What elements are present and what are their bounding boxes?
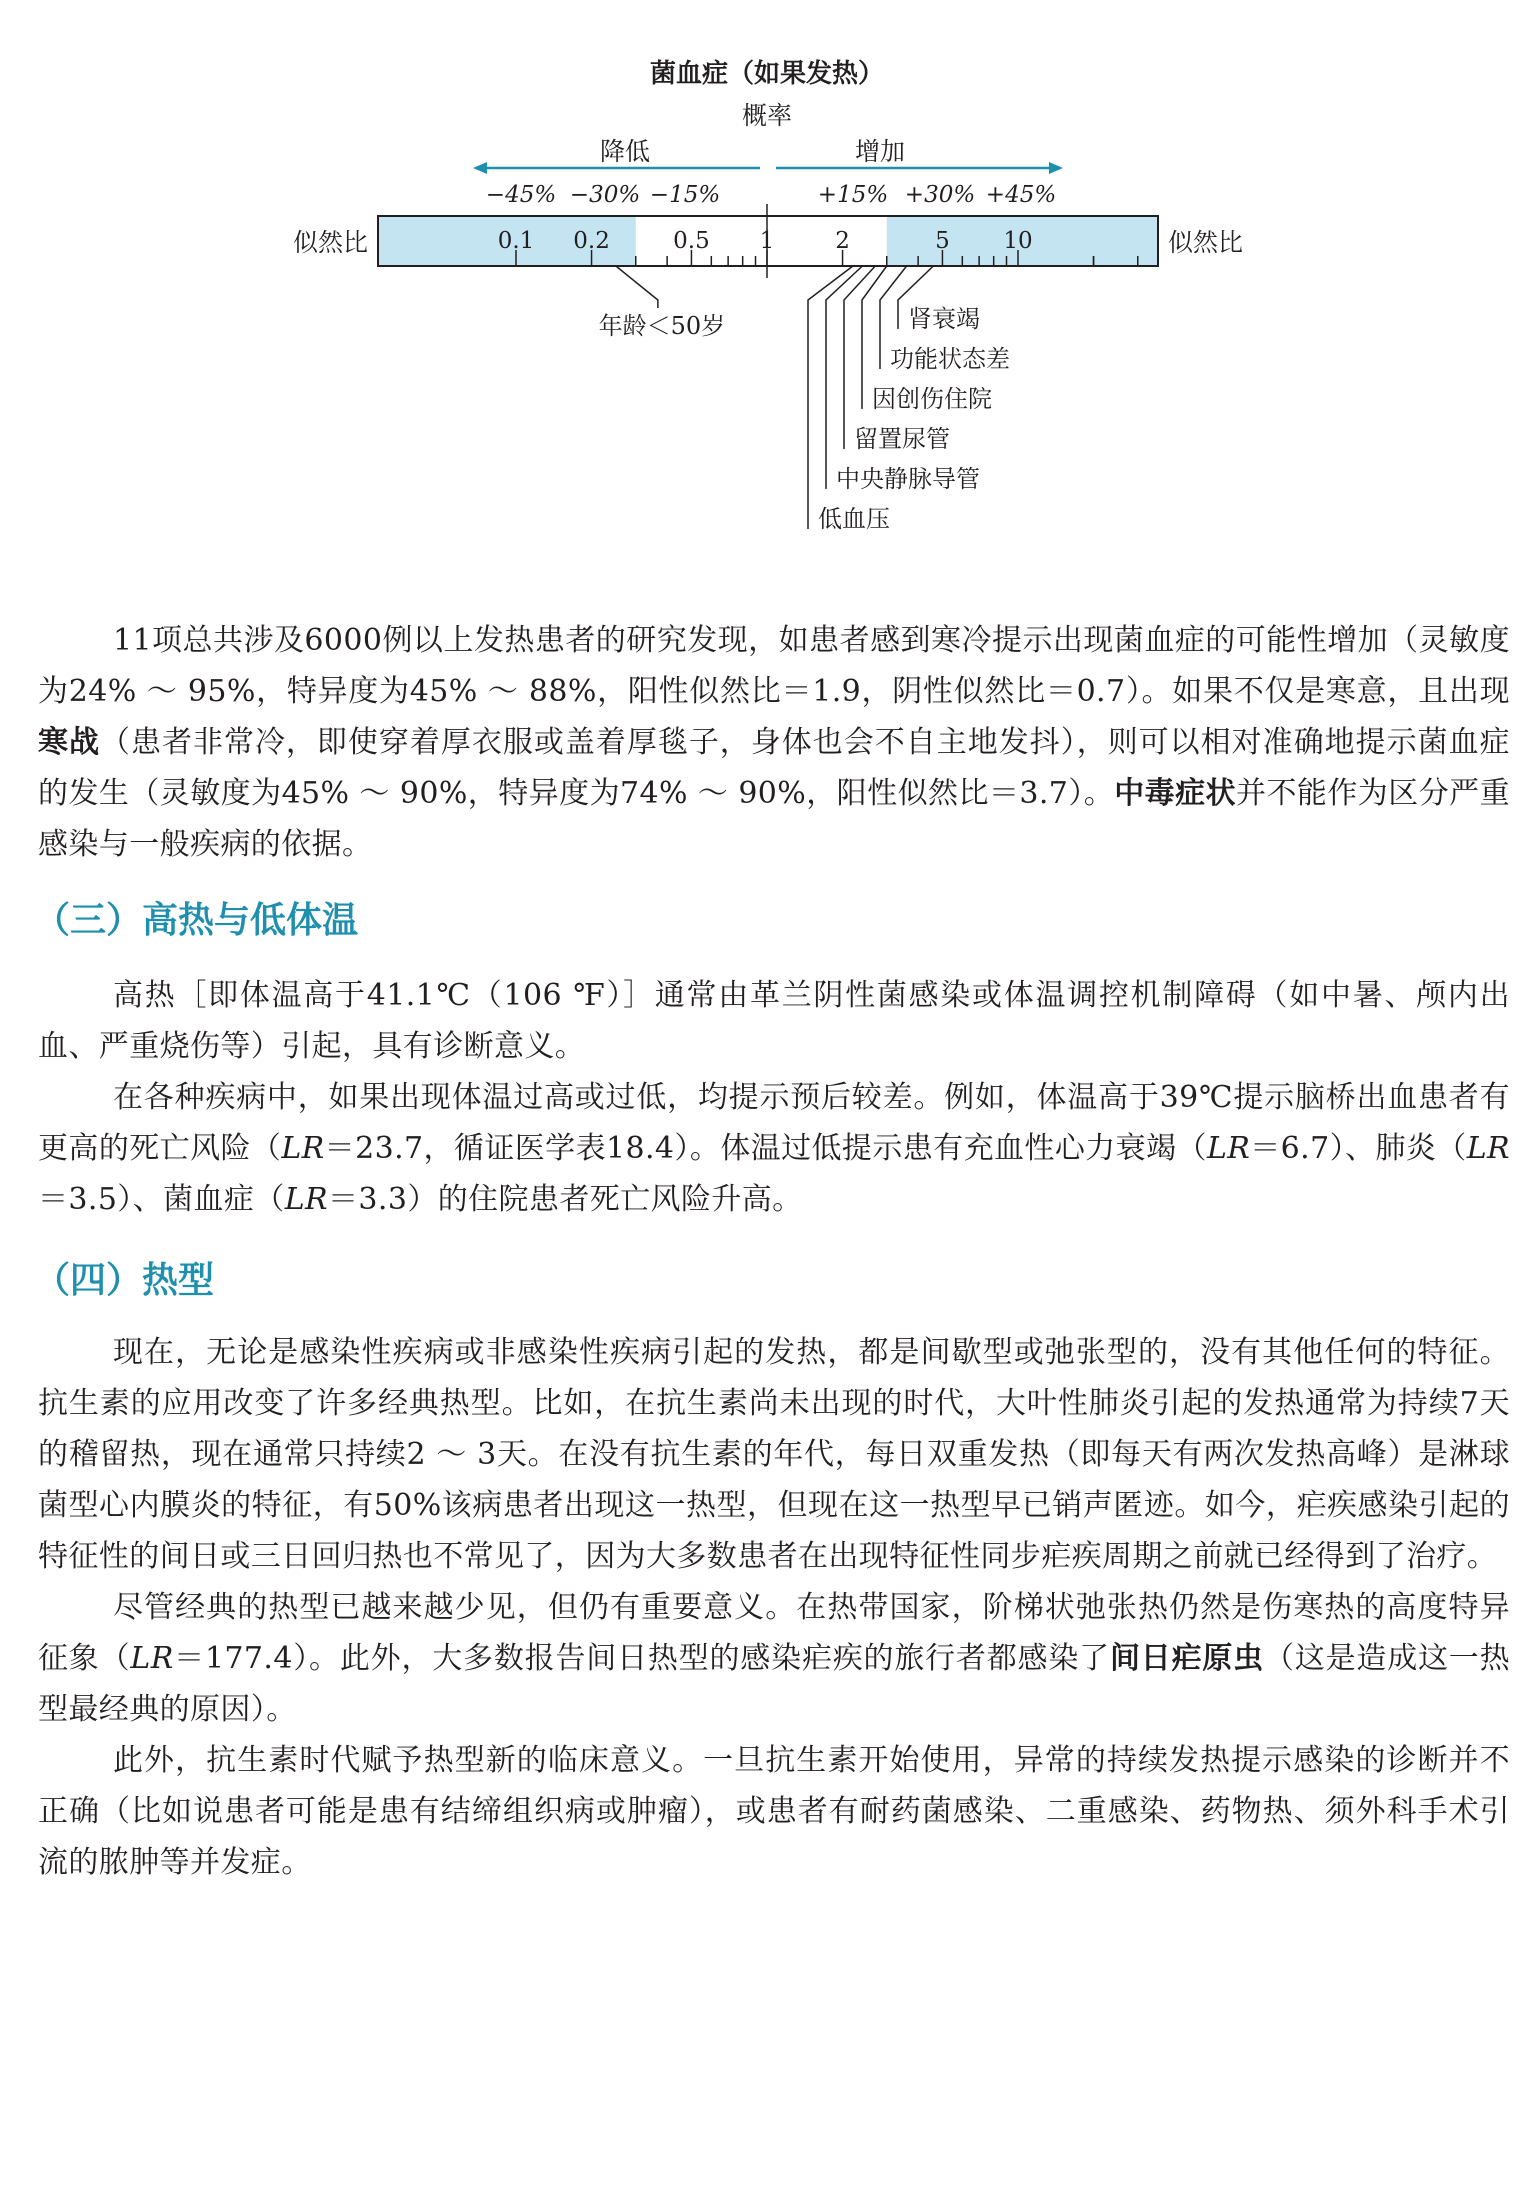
decrease-percent-label: −15% xyxy=(649,182,721,208)
term-plasmodium-vivax: 间日疟原虫 xyxy=(1109,1641,1264,1676)
decrease-label: 降低 xyxy=(599,137,651,166)
text-chills-c: （患者非常冷，即使穿着厚衣服或盖着厚毯子，身体也会不自主地发抖），则可以相对准确地提示菌血症的发生（灵敏度为45% ～ 90%，特异度为74% ～ 90%，阳性似然比＝3.7）。 xyxy=(38,725,1510,811)
scale-left-label: 似然比 xyxy=(292,228,368,257)
finding-leader xyxy=(616,266,658,308)
finding-label: 留置尿管 xyxy=(854,425,950,453)
increase-percent-label: +15% xyxy=(817,182,889,208)
paragraph-chills xyxy=(38,615,1510,870)
section-heading-hyperpyrexia: （三）高热与低体温 xyxy=(34,900,359,941)
increase-percent-label: +30% xyxy=(904,182,976,208)
finding-labels xyxy=(599,305,1010,533)
lr-symbol: LR xyxy=(1466,1131,1511,1166)
term-rigors: 寒战 xyxy=(38,725,100,760)
likelihood-ratio-scale xyxy=(378,204,1158,278)
scale-tick-label: 0.2 xyxy=(573,228,610,254)
paragraph-fever-patterns: 现在，无论是感染性疾病或非感染性疾病引起的发热，都是间歇型或弛张型的，没有其他任何的特征。抗生素的应用改变了许多经典热型。比如，在抗生素尚未出现的时代，大叶性肺炎引起的发热通常为持续7天的稽留热，现在通常只持续2 ～ 3天。在没有抗生素的年代，每日双重发热（即每天有两次发热高峰）是淋球菌型心内膜炎的特征，有50%该病患者出现这一热型，但现在这一热型早已销声匿迹。如今，疟疾感染引起的特征性的间日或三日回归热也不常见了，因为大多数患者在出现特征性同步疟疾周期之前就已经得到了治疗。 xyxy=(38,1335,1510,1574)
finding-label: 中央静脉导管 xyxy=(836,465,980,493)
decrease-percent-labels xyxy=(486,182,720,208)
lr-symbol: LR xyxy=(284,1182,329,1217)
finding-label: 肾衰竭 xyxy=(908,305,980,333)
text-prognosis-b: ＝23.7，循证医学表18.4）。体温过低提示患有充血性心力衰竭（ xyxy=(324,1131,1207,1166)
scale-tick-label: 1 xyxy=(759,228,775,254)
paragraph-antibiotic-era: 此外，抗生素时代赋予热型新的临床意义。一旦抗生素开始使用，异常的持续发热提示感染的诊断并不正确（比如说患者可能是患有结缔组织病或肿瘤），或患者有耐药菌感染、二重感染、药物热、须外科手术引流的脓肿等并发症。 xyxy=(38,1743,1510,1880)
scale-tick-label: 2 xyxy=(835,228,850,254)
text-classic-b: ＝177.4）。此外，大多数报告间日热型的感染疟疾的旅行者都感染了 xyxy=(173,1641,1110,1676)
scale-tick-label: 10 xyxy=(1003,228,1033,254)
finding-label: 功能状态差 xyxy=(890,345,1010,373)
figure-subtitle: 概率 xyxy=(741,101,793,130)
text-prognosis-c: ＝6.7）、肺炎（ xyxy=(1250,1131,1467,1166)
text-chills-d: 并不能作为区分严重感染与一般疾病的依据。 xyxy=(38,776,1510,862)
finding-label: 因创伤住院 xyxy=(872,385,992,413)
text-prognosis-e: ＝3.3）的住院患者死亡风险升高。 xyxy=(328,1182,803,1217)
figure-title: 菌血症（如果发热） xyxy=(649,59,885,89)
finding-leader xyxy=(844,266,875,449)
decrease-percent-label: −45% xyxy=(485,182,557,208)
text-prognosis-d: ＝3.5）、菌血症（ xyxy=(38,1182,285,1217)
section-fever-patterns-body xyxy=(38,1327,1510,1888)
section-hyperpyrexia-body xyxy=(38,970,1510,1225)
finding-label: 年龄＜50岁 xyxy=(598,312,726,340)
finding-label: 低血压 xyxy=(818,505,890,533)
increase-percent-labels xyxy=(818,182,1056,208)
scale-tick-label: 5 xyxy=(935,228,950,254)
text-chills-a: 11项总共涉及6000例以上发热患者的研究发现，如患者感到寒冷提示出现菌血症的可能性增加（灵敏度为24% ～ 95%，特异度为45% ～ 88%，阳性似然比＝1.9，阴性似然比＝0.7）。如果不仅是寒意，且出现 xyxy=(38,623,1510,709)
scale-tick-label: 0.1 xyxy=(497,228,535,254)
text-prognosis-a: 在各种疾病中，如果出现体温过高或过低，均提示预后较差。例如，体温高于39℃提示脑桥出血患者有更高的死亡风险（ xyxy=(38,1080,1510,1166)
text-classic-a: 尽管经典的热型已越来越少见，但仍有重要意义。在热带国家，阶梯状弛张热仍然是伤寒热的高度特异征象（ xyxy=(38,1590,1510,1676)
decrease-percent-label: −30% xyxy=(569,182,641,208)
term-toxic-symptoms: 中毒症状 xyxy=(1114,776,1237,811)
increase-label: 增加 xyxy=(854,137,906,166)
section-heading-fever-patterns: （四）热型 xyxy=(34,1260,215,1301)
lr-symbol: LR xyxy=(281,1131,325,1166)
scale-right-label: 似然比 xyxy=(1168,228,1244,257)
likelihood-ratio-nomogram xyxy=(0,0,1536,560)
paragraph-classic-patterns xyxy=(38,1582,1510,1735)
scale-tick-label: 0.5 xyxy=(673,228,710,254)
increase-percent-label: +45% xyxy=(985,182,1057,208)
text-classic-c: （这是造成这一热型最经典的原因）。 xyxy=(38,1641,1511,1727)
lr-symbol: LR xyxy=(1206,1131,1251,1166)
paragraph-hyperpyrexia: 高热［即体温高于41.1℃（106 ℉）］通常由革兰阴性菌感染或体温调控机制障碍（如中暑、颅内出血、严重烧伤等）引起，具有诊断意义。 xyxy=(38,978,1510,1064)
paragraph-prognosis xyxy=(38,1072,1510,1225)
lr-symbol: LR xyxy=(130,1641,174,1676)
